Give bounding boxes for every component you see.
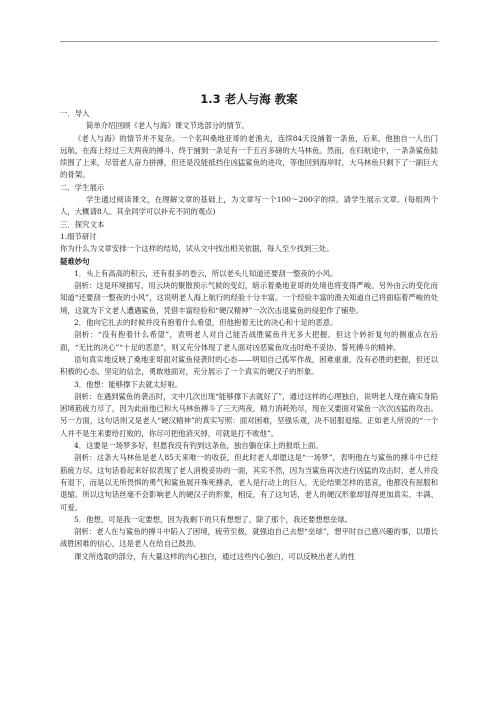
- paragraph: 2．他向它扎去的时候并没有抱着什么希望，但他抱着无比的决心和十足的恶意。: [74, 318, 338, 328]
- paragraph: 5．他想，可是我一定要想，因为我剩下的只有想想了，除了那个，我还要想想垒球。: [74, 514, 353, 524]
- paragraph: 简单介绍回顾《老人与海》课文节选部分的情节。: [86, 121, 249, 131]
- paragraph: 《老人与海》的情节并不复杂。一个名叫桑地亚哥的老渔夫，连续84天没捕着一条鱼，后来，他独自一人出门远航，在海上经过三天两夜的搏斗，终于捕到一条足有一千五百多磅的大马林鱼。然而，在归航途中，一条条鲨鱼陆续围了上来，尽管老人奋力拼搏，但还是没能抵挡住凶猛鲨鱼的进攻，等他回到海岸时，大马林鱼只剩下了一副巨大的骨架。: [60, 133, 438, 180]
- paragraph: 剖析：老人在与鲨鱼的搏斗中陷入了困境，疲劳至极，就强迫自己去想“垒球”，想平时自己感兴趣的事，以增长战胜困难的信心，这是老人在给自己鼓劲。: [60, 527, 438, 549]
- paragraph: 一．导入: [60, 109, 90, 118]
- document-title: 1.3 老人与海 教案: [200, 92, 298, 106]
- paragraph: 三．探究文本: [60, 219, 105, 229]
- header-rule: [60, 41, 438, 42]
- paragraph: 剖析：在遇到鲨鱼的袭击时，文中几次出现“能够撑下去就好了”，通过这样的心理独白，说明老人现在确实身陷困境筋疲力尽了，因为此前他已和大马林鱼搏斗了三天两夜，精力消耗殆尽，现在又要面对鲨鱼一次次凶猛的攻击。另一方面，这句话则又是老人“硬汉精神”的真实写照：面对困难，坚强乐观，决不屈服退缩。正如老人所说的“一个人并不是生来要给打败的，你尽可把他消灭掉，可就是打不败他”。: [60, 391, 438, 438]
- paragraph: 剖析：这是环境描写，用云块的聚散预示气候的变幻，暗示着桑地亚哥的处境也将变得严峻。另外由云的变化而知道“还要刮一整夜的小风”，这说明老人海上航行的经验十分丰富。一个经验丰富的渔夫知道自己将面临着严峻的处境，这就为下文老人遭遇鲨鱼，凭借丰富经验和“硬汉精神”一次次击退鲨鱼的侵犯作了铺垫。: [60, 281, 438, 315]
- paragraph: 4．这要是一场梦多好，但愿我没有钓到这条鱼，独自躺在床上的报纸上面。: [74, 441, 323, 451]
- paragraph-list: [60, 108, 438, 563]
- paragraph: 剖析：这条大马林鱼是老人85天来唯一的收获，但此时老人却愿这是“一场梦”，表明他在与鲨鱼的搏斗中已经筋疲力尽。这句话看起来好似表现了老人消极妥协的一面，其实不然，因为当鲨鱼再次进行凶猛的攻击时，老人并没有退下，而是以无所畏惧的勇气和鲨鱼展开殊死搏杀，老人是行动上的巨人，无论结果怎样的悲哀，他都没有屈服和退缩。所以这句话丝毫不会影响老人的硬汉子的形象，相反，有了这句话，老人的硬汉形象却显得更加真实、丰满、可爱。: [60, 453, 438, 512]
- paragraph: 疑难妙句: [60, 256, 90, 266]
- paragraph: 课文所选取的部分，有大量这样的内心独白，通过这些内心独白，可以反映出老人的性: [74, 551, 355, 561]
- paragraph: 1．头上有高高的积云，还有很多的卷云，所以老头儿知道还要刮一整夜的小风。: [74, 268, 338, 278]
- document-body: [60, 92, 438, 563]
- paragraph: 二．学生展示: [60, 182, 105, 192]
- paragraph: 3．他想：能够撑下去就太好啦。: [74, 379, 183, 389]
- paragraph: 学生通过阅读课文，在理解文章的基础上，为文章写一个100～200字的续。请学生展示文章。(每组两个人，大概请8人。其余同学可以补充不同的观点): [60, 195, 438, 217]
- paragraph: 1.细节研讨: [60, 231, 97, 241]
- paragraph: 你为什么为文章安排一个这样的结局，试从文中找出相关依据，每人至少找到三处。: [60, 244, 334, 254]
- paragraph: 语句真实地反映了桑地亚哥面对鲨鱼侵袭时的心态——明知自己孤军作战，困难重重，没有必胜的把握，但还以积极的心态、坚定的信念，勇敢地面对，充分展示了一个真实的硬汉子的形象。: [60, 354, 438, 377]
- paragraph: 剖析：“没有抱着什么希望”，表明老人对自己能否战胜鲨鱼并无多大把握。但这个转折复句的侧重点在后面，“无比的决心”“十足的恶意”，则又充分体现了老人面对凶恶鲨鱼攻击时绝不妥协、誓死搏斗的精神。: [60, 330, 438, 352]
